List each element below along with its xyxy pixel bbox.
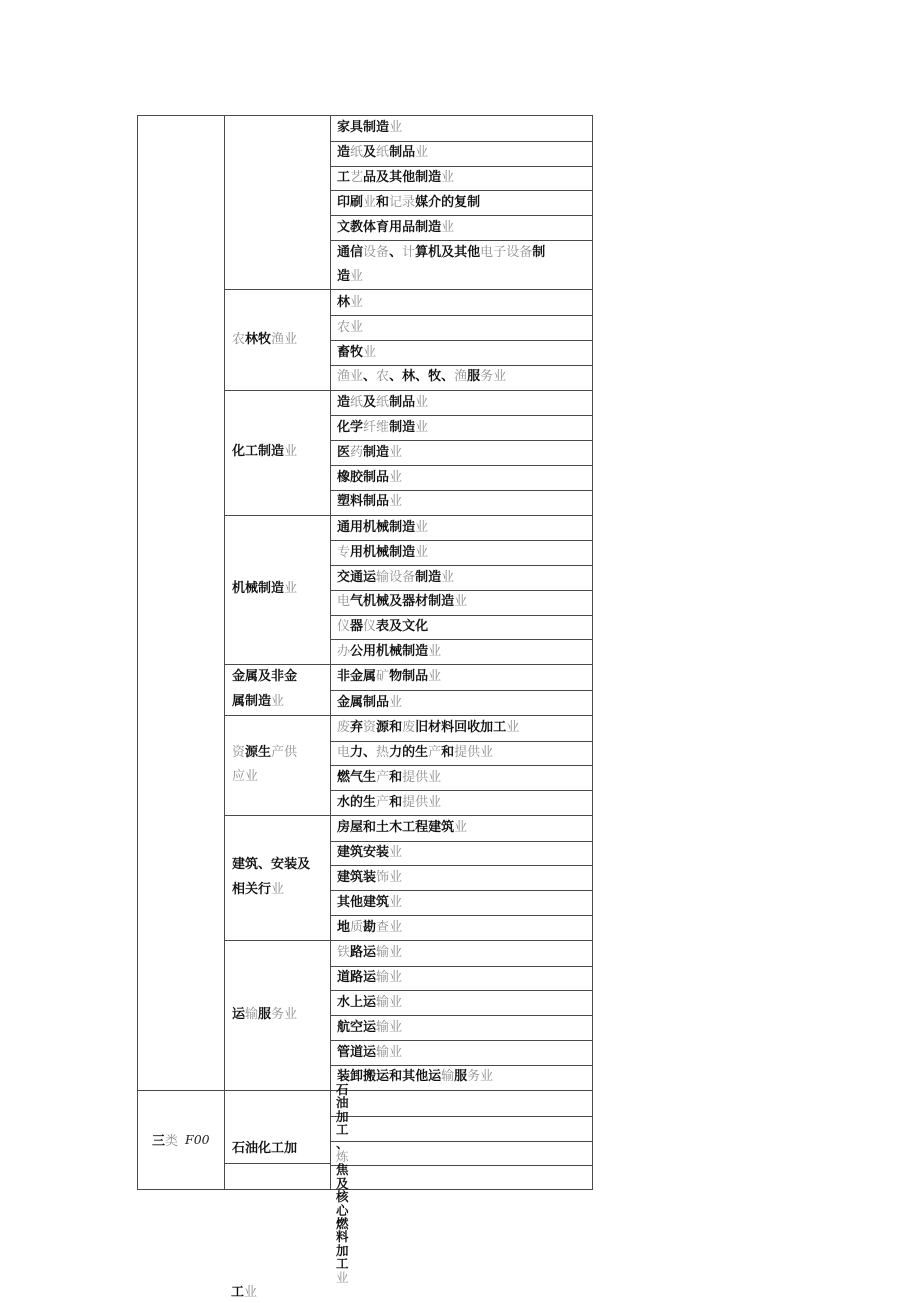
industry-group [225,515,592,665]
industry-group [225,289,592,389]
industry-name: 水上运输业 [337,994,403,1010]
group-rows [331,116,592,289]
industry-row [331,141,592,166]
industry-row [331,716,592,741]
industry-row [331,915,592,940]
industry-row [331,639,592,664]
industry-row [331,190,592,215]
group-label-cell [225,716,331,815]
industry-name: 家具制造业 [337,120,403,136]
industry-row [331,391,592,416]
main-left-empty-cell [138,116,225,1090]
industry-row [331,590,592,615]
group-label-cell [225,665,331,715]
group-label-cell [225,116,331,289]
industry-name: 装卸搬运和其他运输服务业 [337,1069,494,1085]
industry-name: 化学纤维制造业 [337,419,429,435]
group-label-cell [225,941,331,1090]
industry-name: 专用机械制造业 [337,544,429,560]
group-label: 金属及非金 属制造业 [232,669,298,709]
industry-row [331,215,592,240]
group-label: 运输服务业 [232,1006,298,1022]
industry-name: 电气机械及器材制造业 [337,594,468,610]
industry-row [331,490,592,515]
industry-row [331,440,592,465]
industry-group [225,940,592,1090]
group-label: 化工制造业 [232,444,298,460]
industry-name: 房屋和土木工程建筑业 [337,820,468,836]
industry-row [331,465,592,490]
bottom-group-column [225,1091,331,1189]
industry-name: 航空运输业 [337,1019,403,1035]
overflow-text: 工业 [231,1285,258,1300]
industry-row [331,315,592,340]
industry-name: 橡胶制品业 [337,469,403,485]
industry-row [331,1065,592,1090]
industry-row [331,166,592,191]
industry-name: 林业 [337,294,364,310]
industry-row [331,116,592,141]
industry-row [331,790,592,815]
bottom-row-stub [331,1116,592,1141]
industry-name: 医药制造业 [337,444,403,460]
industry-row [331,415,592,440]
industry-group [225,116,592,289]
industry-row [331,615,592,640]
industry-row [331,340,592,365]
group-label: 机械制造业 [232,581,298,597]
group-rows [331,391,592,515]
industry-row [331,1015,592,1040]
group-list [225,116,592,1090]
category-cell [138,1091,225,1189]
industry-name: 建筑安装业 [337,845,403,861]
table-main-section [138,116,592,1090]
industry-row [331,290,592,315]
industry-row [331,565,592,590]
industry-name: 畜牧业 [337,344,377,360]
industry-row [331,1040,592,1065]
category-label: 三类 [152,1134,179,1150]
industry-name: 农业 [337,319,364,335]
group-label: 石油化工加 [232,1141,298,1157]
group-rows [331,290,592,389]
industry-name: 其他建筑业 [337,894,403,910]
industry-name: 燃气生产和提供业 [337,769,442,785]
industry-name: 通用机械制造业 [337,519,429,535]
industry-row [331,890,592,915]
industry-name: 水的生产和提供业 [337,794,442,810]
group-label-cell [225,290,331,389]
industry-name: 金属制品业 [337,694,403,710]
industry-name: 办公用机械制造业 [337,644,442,660]
industry-name: 交通运输设备制造业 [337,569,455,585]
industry-name: 道路运输业 [337,970,403,986]
vertical-overflow-text: 石油加工、炼焦及核心燃料加工业 [336,1082,349,1285]
industry-group [225,664,592,715]
table-bottom-section [138,1090,592,1189]
industry-name: 非金属矿物制品业 [337,669,442,685]
industry-name: 仪器仪表及文化 [337,619,429,635]
bottom-row-stub [331,1165,592,1189]
industry-row [331,665,592,690]
industry-name: 工艺品及其他制造业 [337,170,455,186]
industry-row [331,365,592,390]
group-label-cell [225,816,331,940]
group-label-cell [225,391,331,515]
bottom-empty-cell [225,1164,330,1189]
group-label: 农林牧渔业 [232,331,298,347]
industry-name: 铁路运输业 [337,944,403,960]
industry-row [331,540,592,565]
industry-row [331,741,592,766]
industry-name: 管道运输业 [337,1044,403,1060]
industry-name: 电力、热力的生产和提供业 [337,745,494,761]
industry-row [331,816,592,841]
industry-name: 地质勘查业 [337,919,403,935]
group-rows [331,716,592,815]
bottom-rows-column [331,1091,592,1189]
industry-row [331,966,592,991]
bottom-row-stub [331,1141,592,1165]
industry-name: 通信设备、计算机及其他电子设备制 造业 [337,244,546,285]
industry-name: 文教体育用品制造业 [337,219,455,235]
industry-row [331,765,592,790]
industry-name: 渔业、农、林、牧、渔服务业 [337,369,507,385]
category-code: F00 [185,1132,210,1148]
group-rows [331,516,592,665]
bottom-group-label-cell [225,1091,330,1165]
industry-row [331,941,592,966]
industry-row [331,690,592,715]
group-rows [331,816,592,940]
group-label: 建筑、安装及 相关行业 [232,857,311,897]
classification-table [137,115,593,1190]
industry-row [331,865,592,890]
industry-name: 造纸及纸制品业 [337,394,429,410]
industry-group [225,815,592,940]
group-rows [331,941,592,1090]
industry-name: 造纸及纸制品业 [337,145,429,161]
group-label: 资源生产供 应业 [232,744,298,785]
industry-row [331,990,592,1015]
industry-name: 印刷业和记录媒介的复制 [337,194,481,210]
industry-name: 建筑装饰业 [337,870,403,886]
industry-name: 塑料制品业 [337,494,403,510]
bottom-row-stub [331,1091,592,1117]
group-label-cell [225,516,331,665]
industry-row [331,240,592,290]
industry-row [331,516,592,541]
industry-row [331,841,592,866]
industry-group [225,715,592,815]
group-rows [331,665,592,715]
industry-group [225,390,592,515]
industry-name: 废弃资源和废旧材料回收加工业 [337,719,520,735]
